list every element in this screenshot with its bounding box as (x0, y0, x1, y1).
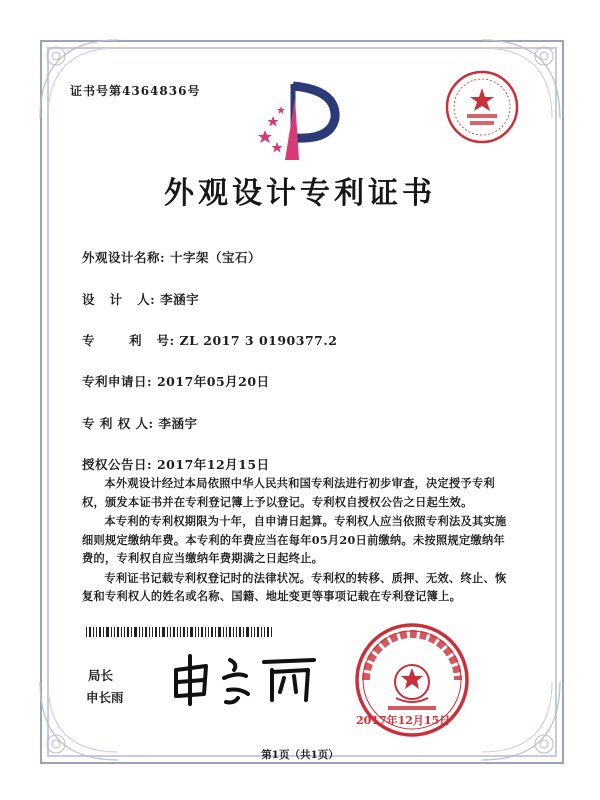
field-label: 授权公告日: (82, 457, 153, 472)
agency-seal (443, 68, 521, 146)
field-value: 李涵宇 (160, 292, 200, 307)
body-paragraph: 本专利的专利权期限为十年，自申请日起算。专利权人应当依照专利法及其实施细则规定缴纳年费。本专利的年费应当在每年05月20日前缴纳。未按照规定缴纳年费的，专利权自应当缴纳年费期满之日起终止。 (82, 514, 507, 565)
field-value: 十字架（宝石） (169, 250, 261, 265)
field-label: 专 利 号: (82, 333, 175, 348)
grant-date-field (82, 455, 270, 473)
patent-number-field (82, 331, 337, 349)
field-label: 专 利 权 人: (82, 416, 154, 431)
application-date-field (82, 372, 270, 390)
seal-date: 2017年12月15日 (356, 714, 451, 727)
corner-ornament-top-left (34, 34, 124, 124)
field-value: 2017年05月20日 (156, 374, 270, 389)
certificate-body-text (82, 474, 512, 607)
signatory-title: 局长 (88, 668, 114, 683)
page-number: 第1页（共1页） (261, 749, 339, 761)
field-label: 专利申请日: (82, 374, 153, 389)
design-name-field (82, 248, 261, 266)
body-paragraph: 专利证书记载专利权登记时的法律状况。专利权的转移、质押、无效、终止、恢复和专利权人的姓名或名称、国籍、地址变更等事项记载在专利登记簿上。 (82, 570, 507, 603)
barcode (86, 622, 274, 632)
field-value: 李涵宇 (158, 416, 198, 431)
field-label: 设 计 人: (82, 292, 156, 307)
field-value: ZL 2017 3 0190377.2 (179, 333, 338, 348)
handwritten-signature (168, 648, 328, 708)
patentee-field (82, 414, 198, 432)
patent-office-logo (255, 78, 341, 168)
certificate-title: 外观设计专利证书 (164, 176, 436, 211)
body-paragraph: 本外观设计经过本局依照中华人民共和国专利法进行初步审查，决定授予专利权，颁发本证书并在专利登记簿上予以登记。专利权自授权公告之日起生效。 (82, 476, 495, 509)
designer-field (82, 290, 199, 308)
signatory-name: 申长雨 (86, 690, 124, 705)
field-label: 外观设计名称: (82, 250, 166, 265)
field-value: 2017年12月15日 (156, 457, 270, 472)
certificate-number: 证书号第4364836号 (70, 84, 201, 98)
